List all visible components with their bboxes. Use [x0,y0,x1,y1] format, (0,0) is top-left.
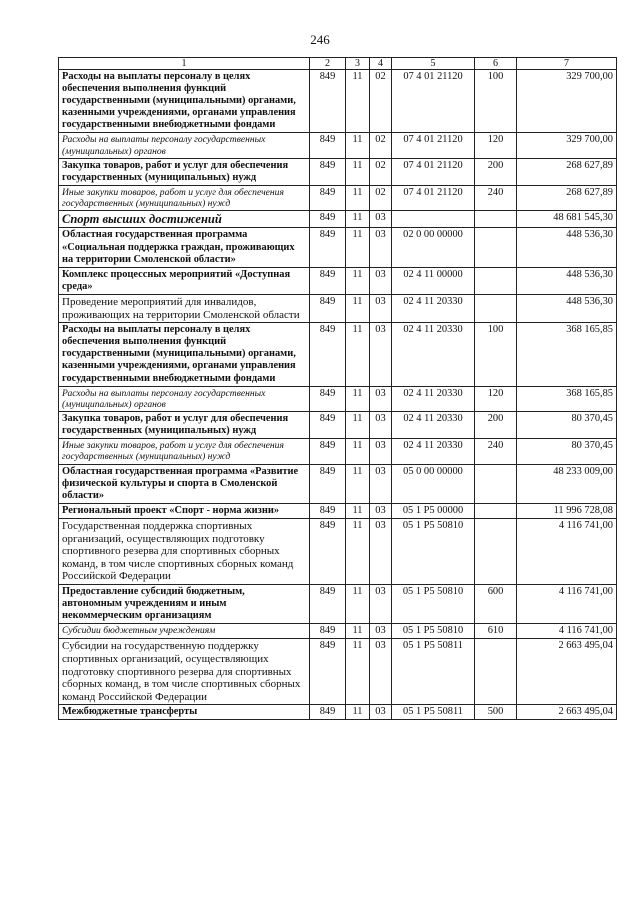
table-row [59,439,617,464]
subsection-cell: 03 [370,386,392,411]
header-cell: 1 [59,58,310,70]
amount-cell: 11 996 728,08 [517,503,617,518]
header-cell: 2 [310,58,346,70]
subsection-cell: 02 [370,158,392,185]
subsection-cell: 03 [370,439,392,464]
table-row [59,133,617,158]
table-row [59,639,617,705]
ministry-code-cell: 849 [310,412,346,439]
expense-type-cell: 240 [475,186,517,211]
row-name-cell: Межбюджетные трансферты [59,705,310,720]
budget-table [58,57,617,720]
section-cell: 11 [346,705,370,720]
subsection-cell: 02 [370,133,392,158]
table-row [59,503,617,518]
expense-type-cell [475,211,517,228]
target-article-cell: 07 4 01 21120 [392,70,475,133]
table-row [59,228,617,267]
ministry-code-cell: 849 [310,267,346,294]
table-row [59,464,617,503]
section-cell: 11 [346,228,370,267]
ministry-code-cell: 849 [310,705,346,720]
target-article-cell: 05 1 P5 50811 [392,705,475,720]
amount-cell: 448 536,30 [517,228,617,267]
expense-type-cell: 120 [475,386,517,411]
target-article-cell: 02 4 11 20330 [392,323,475,386]
amount-cell: 368 165,85 [517,386,617,411]
row-name-cell: Иные закупки товаров, работ и услуг для обеспечения государственных (муниципальных) нужд [59,186,310,211]
table-row [59,70,617,133]
expense-type-cell [475,503,517,518]
subsection-cell: 03 [370,323,392,386]
expense-type-cell [475,518,517,584]
row-name-cell: Спорт высших достижений [59,211,310,228]
expense-type-cell: 100 [475,323,517,386]
table-row [59,584,617,623]
amount-cell: 4 116 741,00 [517,624,617,639]
header-cell: 6 [475,58,517,70]
amount-cell: 80 370,45 [517,412,617,439]
table-row [59,518,617,584]
section-cell: 11 [346,518,370,584]
section-cell: 11 [346,267,370,294]
ministry-code-cell: 849 [310,323,346,386]
target-article-cell: 02 4 11 20330 [392,294,475,322]
table-row [59,267,617,294]
expense-type-cell: 500 [475,705,517,720]
target-article-cell: 02 4 11 20330 [392,439,475,464]
row-name-cell: Областная государственная программа «Развитие физической культуры и спорта в Смоленской области» [59,464,310,503]
subsection-cell: 03 [370,518,392,584]
row-name-cell: Субсидии бюджетным учреждениям [59,624,310,639]
ministry-code-cell: 849 [310,639,346,705]
section-cell: 11 [346,133,370,158]
row-name-cell: Субсидии на государственную поддержку спортивных организаций, осуществляющих подготовку спортивного резерва для спортивных сборных команд, в том числе спортивных сборных команд Российской Федерации [59,639,310,705]
ministry-code-cell: 849 [310,211,346,228]
header-cell: 7 [517,58,617,70]
table-row [59,211,617,228]
section-cell: 11 [346,584,370,623]
row-name-cell: Областная государственная программа «Социальная поддержка граждан, проживающих на территории Смоленской области» [59,228,310,267]
target-article-cell: 02 4 11 00000 [392,267,475,294]
subsection-cell: 03 [370,294,392,322]
ministry-code-cell: 849 [310,386,346,411]
amount-cell: 368 165,85 [517,323,617,386]
subsection-cell: 03 [370,464,392,503]
table-header [59,58,617,70]
subsection-cell: 03 [370,639,392,705]
expense-type-cell [475,228,517,267]
section-cell: 11 [346,386,370,411]
target-article-cell: 05 1 P5 50810 [392,584,475,623]
table-row [59,412,617,439]
amount-cell: 329 700,00 [517,70,617,133]
target-article-cell: 07 4 01 21120 [392,186,475,211]
target-article-cell: 02 4 11 20330 [392,386,475,411]
amount-cell: 48 233 009,00 [517,464,617,503]
row-name-cell: Региональный проект «Спорт - норма жизни» [59,503,310,518]
amount-cell: 329 700,00 [517,133,617,158]
table-row [59,294,617,322]
section-cell: 11 [346,412,370,439]
row-name-cell: Предоставление субсидий бюджетным, автономным учреждениям и иным некоммерческим организациям [59,584,310,623]
section-cell: 11 [346,211,370,228]
expense-type-cell: 200 [475,158,517,185]
subsection-cell: 02 [370,186,392,211]
subsection-cell: 03 [370,705,392,720]
target-article-cell: 05 1 P5 50810 [392,624,475,639]
target-article-cell: 05 1 P5 50811 [392,639,475,705]
table-body [59,70,617,720]
section-cell: 11 [346,464,370,503]
section-cell: 11 [346,294,370,322]
subsection-cell: 03 [370,584,392,623]
row-name-cell: Государственная поддержка спортивных организаций, осуществляющих подготовку спортивного резерва для спортивных сборных команд, в том числе спортивных сборных команд Российской Федерации [59,518,310,584]
amount-cell: 2 663 495,04 [517,705,617,720]
row-name-cell: Расходы на выплаты персоналу в целях обеспечения выполнения функций государственными (муниципальными) органами, казенными учреждениями, органами управления государственными внебюджетными фондами [59,323,310,386]
expense-type-cell [475,294,517,322]
row-name-cell: Расходы на выплаты персоналу в целях обеспечения выполнения функций государственными (муниципальными) органами, казенными учреждениями, органами управления государственными внебюджетными фондами [59,70,310,133]
row-name-cell: Закупка товаров, работ и услуг для обеспечения государственных (муниципальных) нужд [59,158,310,185]
amount-cell: 48 681 545,30 [517,211,617,228]
table-row [59,386,617,411]
ministry-code-cell: 849 [310,133,346,158]
amount-cell: 448 536,30 [517,267,617,294]
expense-type-cell [475,267,517,294]
target-article-cell: 07 4 01 21120 [392,158,475,185]
amount-cell: 4 116 741,00 [517,584,617,623]
section-cell: 11 [346,323,370,386]
table-row [59,624,617,639]
table-row [59,323,617,386]
subsection-cell: 03 [370,267,392,294]
row-name-cell: Расходы на выплаты персоналу государственных (муниципальных) органов [59,133,310,158]
header-cell: 3 [346,58,370,70]
subsection-cell: 03 [370,503,392,518]
ministry-code-cell: 849 [310,294,346,322]
subsection-cell: 02 [370,70,392,133]
header-cell: 4 [370,58,392,70]
subsection-cell: 03 [370,624,392,639]
target-article-cell: 02 4 11 20330 [392,412,475,439]
section-cell: 11 [346,186,370,211]
target-article-cell: 05 1 P5 50810 [392,518,475,584]
table-row [59,158,617,185]
table-row [59,186,617,211]
amount-cell: 4 116 741,00 [517,518,617,584]
page-number: 246 [310,32,330,47]
subsection-cell: 03 [370,211,392,228]
ministry-code-cell: 849 [310,464,346,503]
target-article-cell: 07 4 01 21120 [392,133,475,158]
amount-cell: 268 627,89 [517,186,617,211]
subsection-cell: 03 [370,412,392,439]
amount-cell: 448 536,30 [517,294,617,322]
expense-type-cell: 200 [475,412,517,439]
ministry-code-cell: 849 [310,186,346,211]
target-article-cell: 02 0 00 00000 [392,228,475,267]
amount-cell: 2 663 495,04 [517,639,617,705]
target-article-cell: 05 0 00 00000 [392,464,475,503]
row-name-cell: Комплекс процессных мероприятий «Доступная среда» [59,267,310,294]
amount-cell: 80 370,45 [517,439,617,464]
section-cell: 11 [346,70,370,133]
header-cell: 5 [392,58,475,70]
section-cell: 11 [346,503,370,518]
expense-type-cell: 600 [475,584,517,623]
row-name-cell: Проведение мероприятий для инвалидов, проживающих на территории Смоленской области [59,294,310,322]
section-cell: 11 [346,639,370,705]
row-name-cell: Иные закупки товаров, работ и услуг для обеспечения государственных (муниципальных) нужд [59,439,310,464]
ministry-code-cell: 849 [310,624,346,639]
expense-type-cell [475,464,517,503]
section-cell: 11 [346,158,370,185]
amount-cell: 268 627,89 [517,158,617,185]
expense-type-cell: 100 [475,70,517,133]
target-article-cell [392,211,475,228]
ministry-code-cell: 849 [310,439,346,464]
ministry-code-cell: 849 [310,158,346,185]
subsection-cell: 03 [370,228,392,267]
ministry-code-cell: 849 [310,503,346,518]
ministry-code-cell: 849 [310,70,346,133]
row-name-cell: Закупка товаров, работ и услуг для обеспечения государственных (муниципальных) нужд [59,412,310,439]
ministry-code-cell: 849 [310,228,346,267]
target-article-cell: 05 1 P5 00000 [392,503,475,518]
ministry-code-cell: 849 [310,518,346,584]
row-name-cell: Расходы на выплаты персоналу государственных (муниципальных) органов [59,386,310,411]
section-cell: 11 [346,439,370,464]
expense-type-cell: 240 [475,439,517,464]
section-cell: 11 [346,624,370,639]
ministry-code-cell: 849 [310,584,346,623]
expense-type-cell: 120 [475,133,517,158]
expense-type-cell: 610 [475,624,517,639]
expense-type-cell [475,639,517,705]
table-row [59,705,617,720]
